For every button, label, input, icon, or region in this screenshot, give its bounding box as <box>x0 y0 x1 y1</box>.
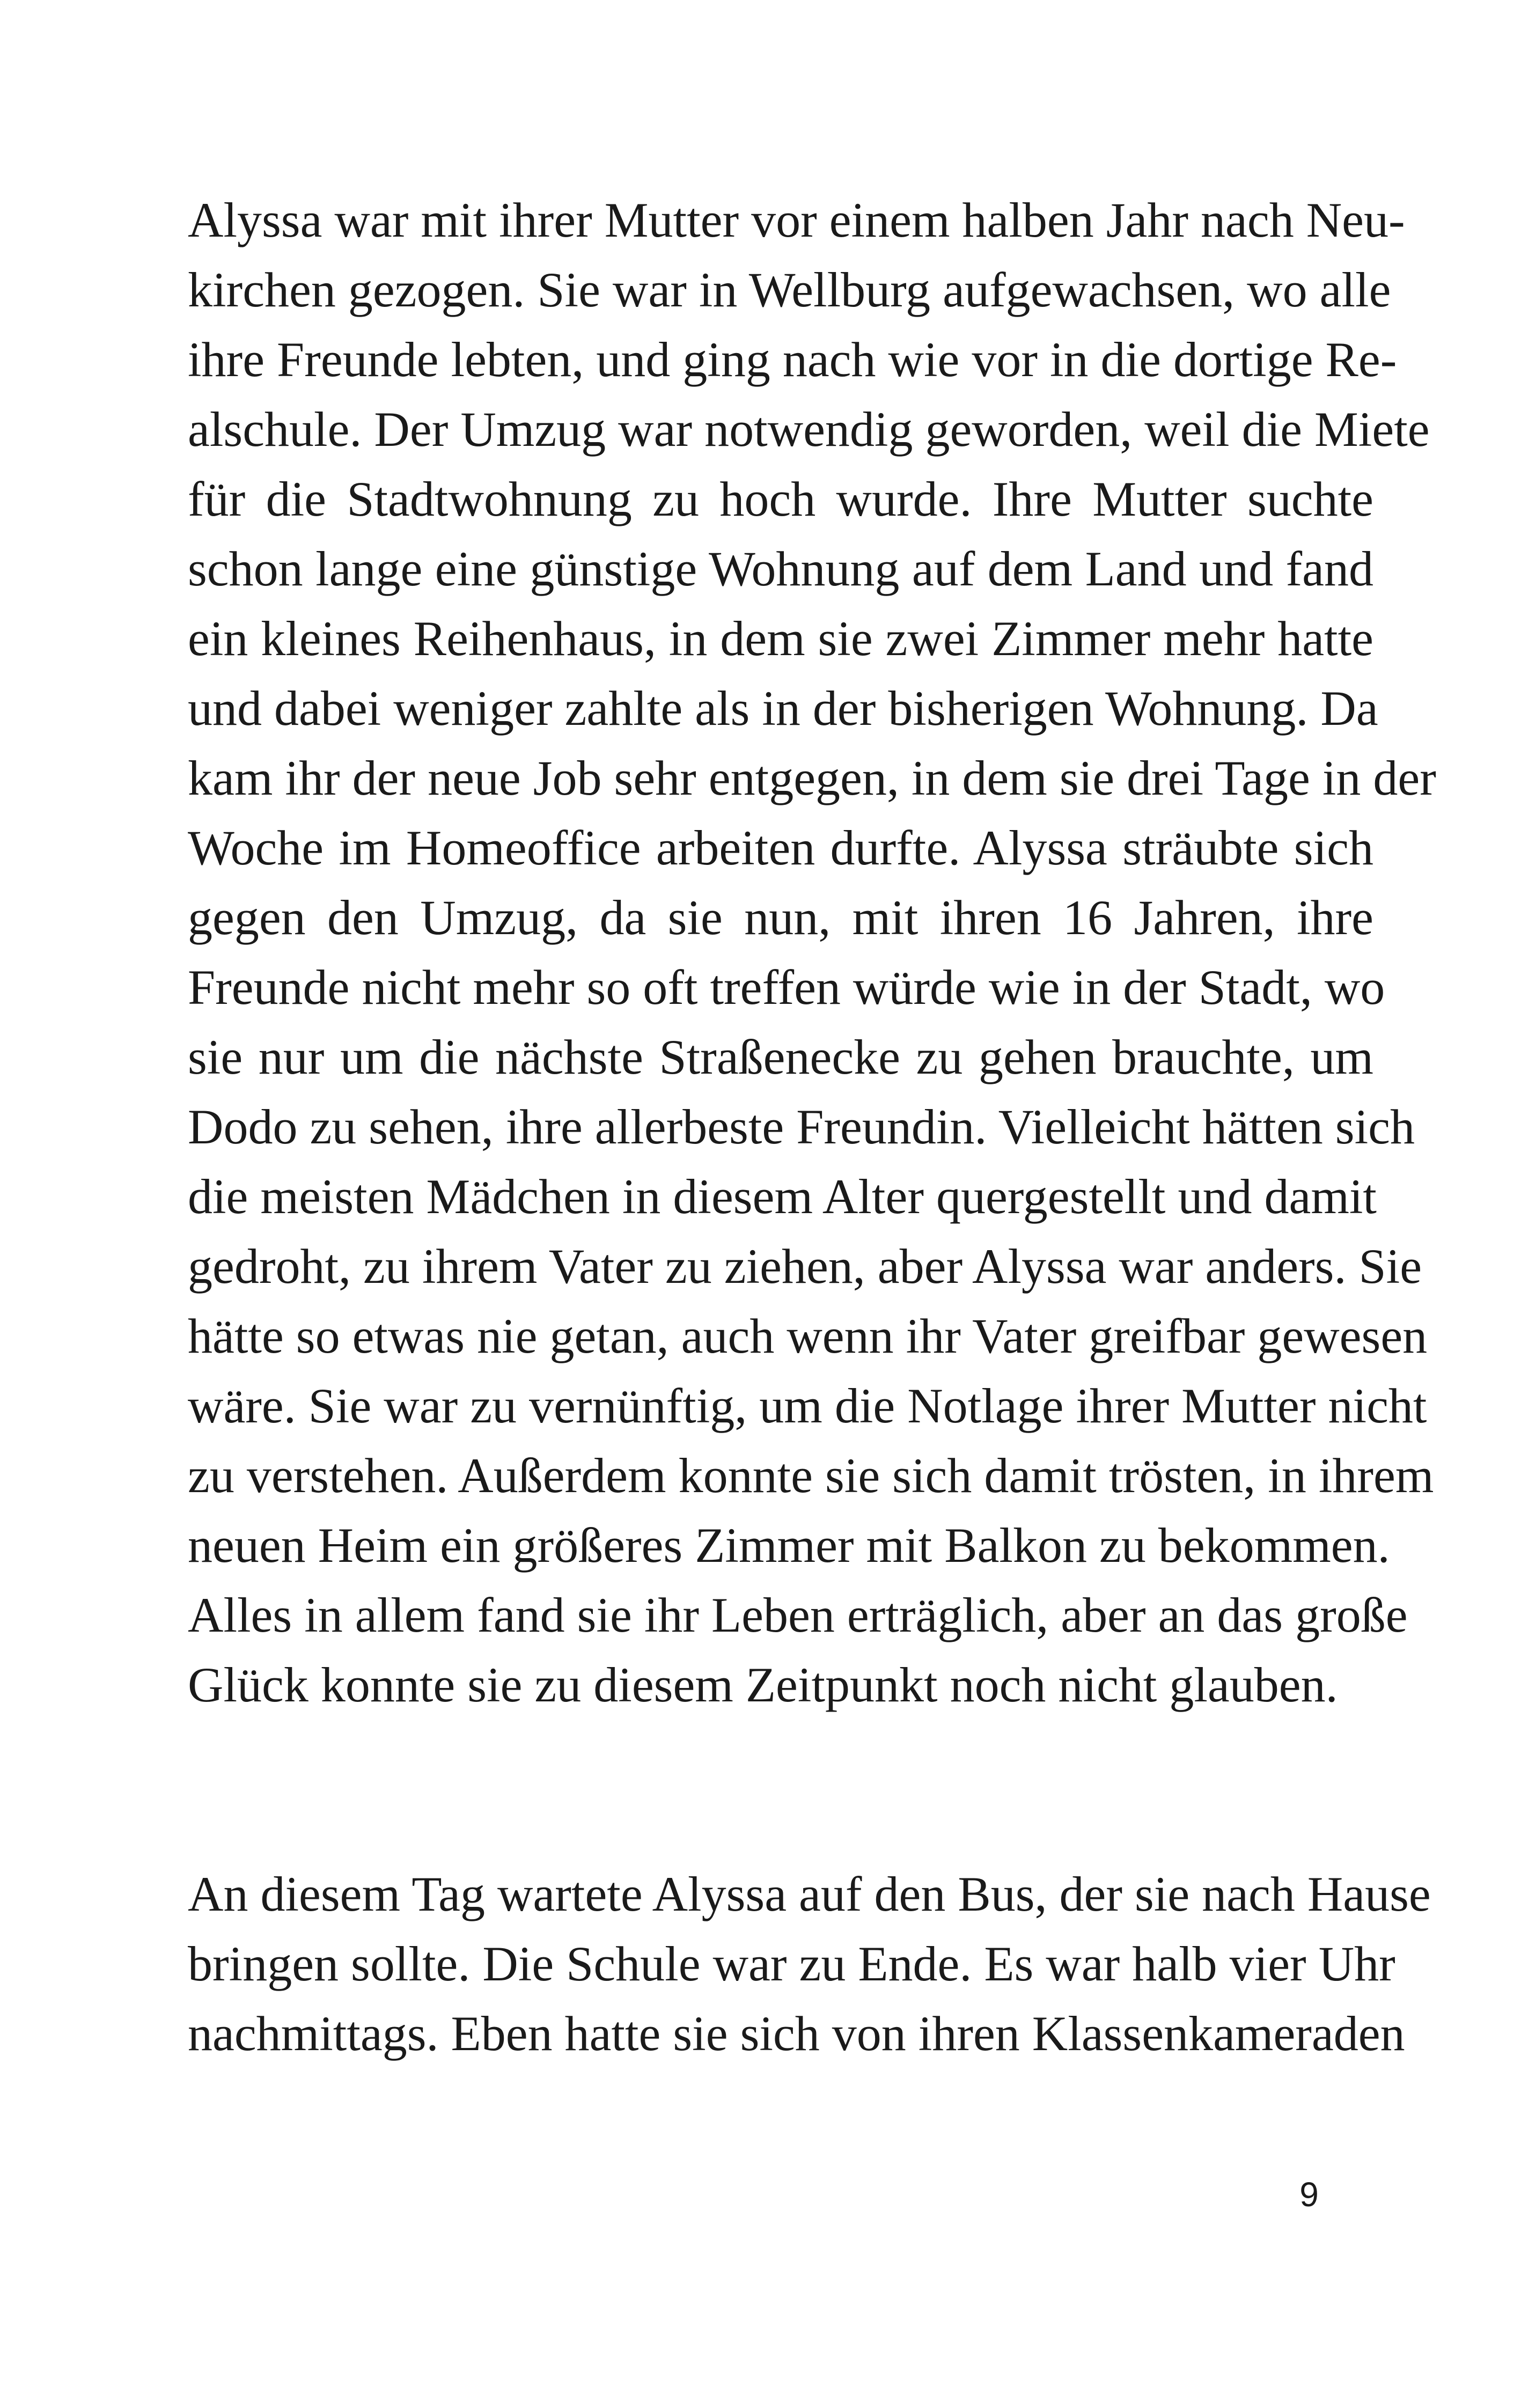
text-line: ihre Freunde lebten, und ging nach wie vor in die dortige Re- <box>188 332 1397 387</box>
page-number: 9 <box>1299 2175 1319 2214</box>
text-line: für die Stadtwohnung zu hoch wurde. Ihre Mutter suchte <box>188 472 1373 526</box>
text-line: Glück konnte sie zu diesem Zeitpunkt noch nicht glauben. <box>188 1657 1338 1712</box>
text-line: wäre. Sie war zu vernünftig, um die Notlage ihrer Mutter nicht <box>188 1378 1427 1433</box>
text-line: gedroht, zu ihrem Vater zu ziehen, aber Alyssa war anders. Sie <box>188 1239 1422 1294</box>
paragraph-2 <box>188 1859 1431 2068</box>
text-line: die meisten Mädchen in diesem Alter quergestellt und damit <box>188 1169 1377 1224</box>
text-line: Woche im Homeoffice arbeiten durfte. Alyssa sträubte sich <box>188 820 1373 875</box>
text-line: ein kleines Reihenhaus, in dem sie zwei Zimmer mehr hatte <box>188 611 1373 666</box>
text-line: kam ihr der neue Job sehr entgegen, in dem sie drei Tage in der <box>188 751 1436 805</box>
text-line: An diesem Tag wartete Alyssa auf den Bus, der sie nach Hause <box>188 1867 1431 1921</box>
text-line: hätte so etwas nie getan, auch wenn ihr Vater greifbar gewesen <box>188 1309 1428 1363</box>
text-line: gegen den Umzug, da sie nun, mit ihren 16 Jahren, ihre <box>188 890 1373 945</box>
text-line: Alyssa war mit ihrer Mutter vor einem halben Jahr nach Neu- <box>188 193 1405 247</box>
text-line: Freunde nicht mehr so oft treffen würde wie in der Stadt, wo <box>188 960 1385 1015</box>
text-line: und dabei weniger zahlte als in der bisherigen Wohnung. Da <box>188 681 1378 736</box>
text-line: schon lange eine günstige Wohnung auf dem Land und fand <box>188 541 1373 596</box>
text-line: nachmittags. Eben hatte sie sich von ihren Klassenkameraden <box>188 2006 1405 2061</box>
text-line: Dodo zu sehen, ihre allerbeste Freundin. Vielleicht hätten sich <box>188 1099 1415 1154</box>
text-line: zu verstehen. Außerdem konnte sie sich damit trösten, in ihrem <box>188 1448 1434 1503</box>
text-line: kirchen gezogen. Sie war in Wellburg aufgewachsen, wo alle <box>188 262 1391 317</box>
paragraph-1 <box>188 185 1436 1720</box>
text-line: Alles in allem fand sie ihr Leben erträglich, aber an das große <box>188 1588 1408 1642</box>
text-line: alschule. Der Umzug war notwendig geworden, weil die Miete <box>188 402 1430 457</box>
text-line: bringen sollte. Die Schule war zu Ende. Es war halb vier Uhr <box>188 1936 1395 1991</box>
text-line: neuen Heim ein größeres Zimmer mit Balkon zu bekommen. <box>188 1518 1390 1573</box>
text-line: sie nur um die nächste Straßenecke zu gehen brauchte, um <box>188 1030 1373 1084</box>
